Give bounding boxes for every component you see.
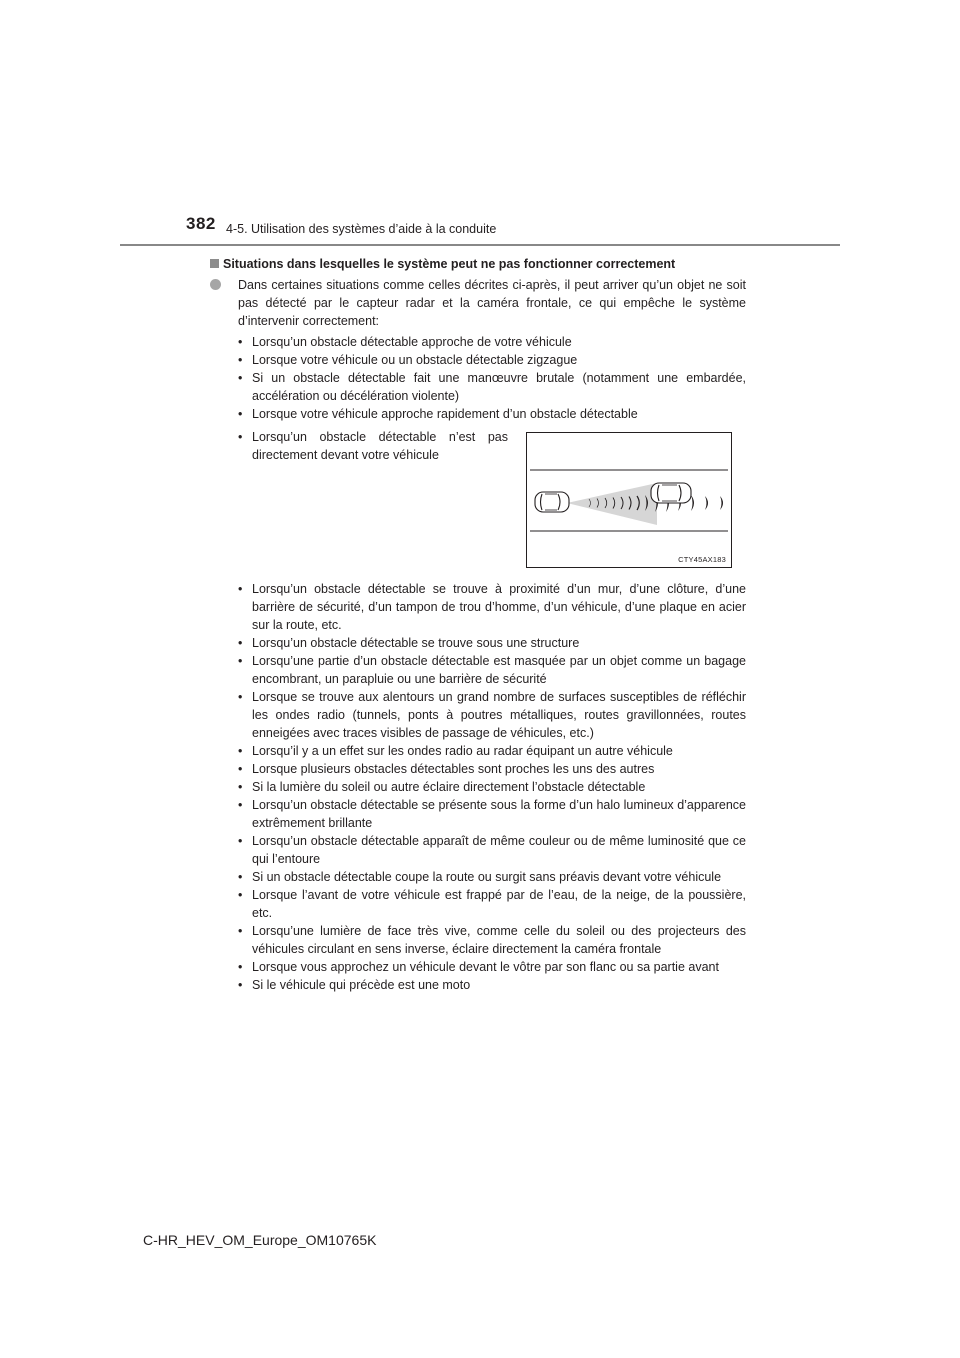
header-rule xyxy=(120,244,840,246)
footer-doc-id: C-HR_HEV_OM_Europe_OM10765K xyxy=(143,1232,377,1248)
list-item: • Lorsqu’une partie d’un obstacle détectable est masquée par un objet comme un bagage encombrant, un parapluie ou une barrière de sécurité xyxy=(238,652,746,688)
figure-code: CTY45AX183 xyxy=(678,555,726,564)
circle-bullet-icon xyxy=(210,279,221,290)
list-item: • Lorsqu’un obstacle détectable se trouve sous une structure xyxy=(238,634,746,652)
list-item: • Lorsqu’un obstacle détectable se présente sous la forme d’un halo lumineux d’apparence extrêmement brillante xyxy=(238,796,746,832)
lead-text: Dans certaines situations comme celles décrites ci-après, il peut arriver qu’un objet ne soit pas détecté par le capteur radar et la caméra frontale, ce qui empêche le système d’intervenir correctement: xyxy=(238,278,746,328)
condition-list-a xyxy=(238,333,746,423)
list-item: • Si un obstacle détectable fait une manœuvre brutale (notamment une embardée, accélération ou décélération violente) xyxy=(238,369,746,405)
list-item: • Lorsque vous approchez un véhicule devant le vôtre par son flanc ou sa partie avant xyxy=(238,958,746,976)
list-item: • Lorsqu’une lumière de face très vive, comme celle du soleil ou des projecteurs des véhicules circulant en sens inverse, éclaire directement la caméra frontale xyxy=(238,922,746,958)
list-item: • Lorsque votre véhicule ou un obstacle détectable zigzague xyxy=(238,351,746,369)
list-item: • Si la lumière du soleil ou autre éclaire directement l’obstacle détectable xyxy=(238,778,746,796)
list-item: • Lorsque l’avant de votre véhicule est frappé par de l’eau, de la neige, de la poussière, etc. xyxy=(238,886,746,922)
page-number: 382 xyxy=(186,214,216,233)
condition-list-c xyxy=(238,580,746,994)
list-item: • Lorsqu’un obstacle détectable se trouve à proximité d’un mur, d’une clôture, d’une barrière de sécurité, d’un tampon de trou d’homme, d’un véhicule, d’une plaque en acier sur la route, etc. xyxy=(238,580,746,634)
list-item: • Lorsqu’un obstacle détectable approche de votre véhicule xyxy=(238,333,746,351)
list-item: • Lorsqu’un obstacle détectable apparaît de même couleur ou de même luminosité que ce qui l’entoure xyxy=(238,832,746,868)
condition-list-b xyxy=(238,428,508,464)
lead-paragraph xyxy=(210,276,746,330)
radar-detection-illustration-icon xyxy=(527,433,731,567)
section-title xyxy=(210,257,675,271)
running-head: 4-5. Utilisation des systèmes d’aide à la conduite xyxy=(226,222,497,236)
list-item: • Lorsque se trouve aux alentours un grand nombre de surfaces susceptibles de réfléchir les ondes radio (tunnels, ponts à poutres métalliques, routes gravillonnées, routes enneigées avec traces visibles de passage de véhicules, etc.) xyxy=(238,688,746,742)
square-bullet-icon xyxy=(210,259,219,268)
list-item: • Si le véhicule qui précède est une moto xyxy=(238,976,746,994)
radar-detection-figure xyxy=(526,432,732,568)
list-item: • Lorsque plusieurs obstacles détectables sont proches les uns des autres xyxy=(238,760,746,778)
section-title-text: Situations dans lesquelles le système peut ne pas fonctionner correctement xyxy=(223,257,676,271)
list-item: • Si un obstacle détectable coupe la route ou surgit sans préavis devant votre véhicule xyxy=(238,868,746,886)
list-item: • Lorsqu’un obstacle détectable n’est pas directement devant votre véhicule xyxy=(238,428,508,464)
list-item: • Lorsqu’il y a un effet sur les ondes radio au radar équipant un autre véhicule xyxy=(238,742,746,760)
list-item: • Lorsque votre véhicule approche rapidement d’un obstacle détectable xyxy=(238,405,746,423)
